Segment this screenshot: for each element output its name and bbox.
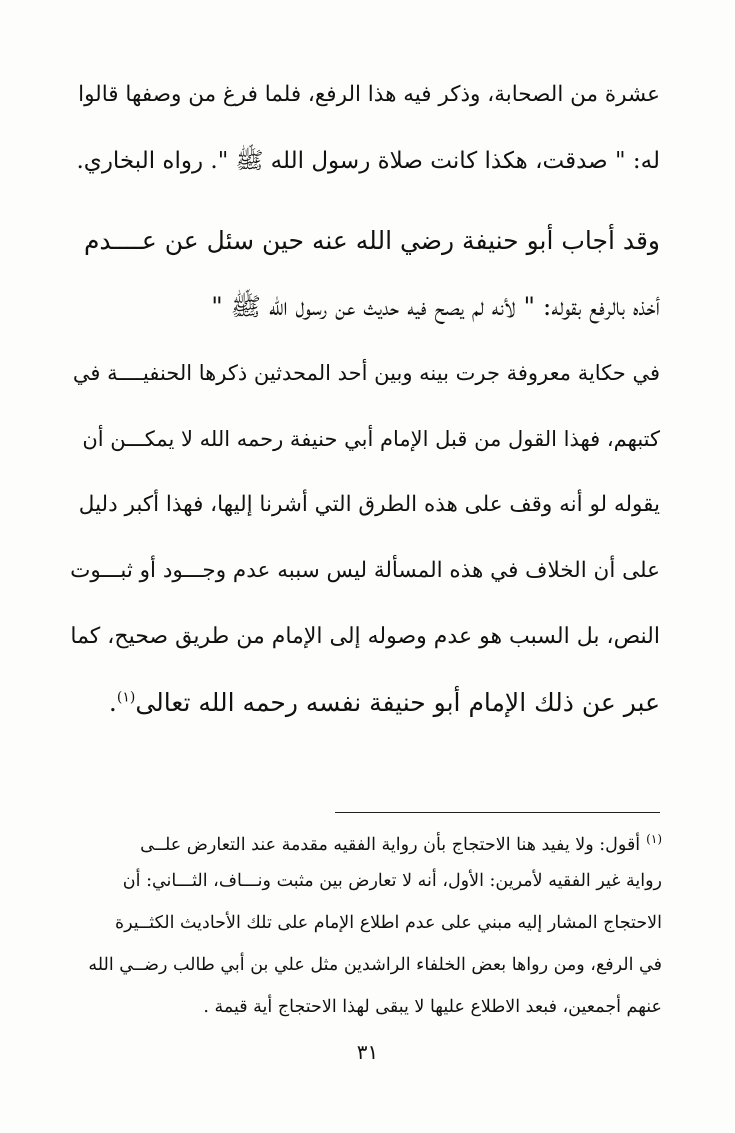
footnote-line [70,818,662,860]
footnote-line: الاحتجاج المشار إليه مبني على عدم اطلاع الإمام على تلك الأحاديث الكثــيرة [114,913,662,933]
final-period: . [108,688,117,717]
page-number: ٣١ [356,1040,379,1064]
text-line: يقوله لو أنه وقف على هذه الطرق التي أشرنا إليها، فهذا أكبر دليل [78,492,660,517]
footnote-line-text: أقول: ولا يفيد هنا الاحتجاج بأن رواية الفقيه مقدمة عند التعارض علــى [140,834,641,855]
text-line: له: " صدقت، هكذا كانت صلاة رسول الله ﷺ ". رواه البخاري. [76,148,660,174]
text-line: النص، بل السبب هو عدم وصوله إلى الإمام من طريق صحيح، كما [70,624,660,649]
footnote-line: عنهم أجمعين، فبعد الاطلاع عليها لا يبقى لهذا الاحتجاج أية قيمة . [203,997,662,1017]
main-text [70,62,660,736]
footnote-line: رواية غير الفقيه لأمرين: الأول، أنه لا تعارض بين مثبت ونـــاف، الثـــاني: أن [122,871,662,891]
text-line: على أن الخلاف في هذه المسألة ليس سببه عدم وجـــود أو ثبـــوت [70,558,660,583]
footnote-separator [335,812,660,813]
text-line: في حكاية معروفة جرت بينه وبين أحد المحدثين ذكرها الحنفيــــة في [72,361,660,385]
footnote-line: في الرفع، ومن رواها بعض الخلفاء الراشدين مثل علي بن أبي طالب رضــي الله [88,955,662,975]
text-line-content: عبر عن ذلك الإمام أبو حنيفة نفسه رحمه الله تعالى [135,688,660,717]
footnote [70,818,662,1028]
paragraph-gap [70,194,660,208]
footnote-marker: (١) [646,832,662,846]
footnote-reference[interactable]: (١) [116,689,136,706]
text-line: عشرة من الصحابة، وذكر فيه هذا الرفع، فلما فرغ من وصفها قالوا [78,82,660,107]
text-line-last [70,670,660,736]
text-line: كتبهم، فهذا القول من قبل الإمام أبي حنيفة رحمه الله لا يمكـــن أن [82,427,660,451]
text-line: أخذه بالرفع بقوله: " لأنه لم يصح فيه حديث عن رسول الله ﷺ " [211,292,660,321]
text-line: وقد أجاب أبو حنيفة رضي الله عنه حين سئل عن عــــدم [83,226,660,255]
